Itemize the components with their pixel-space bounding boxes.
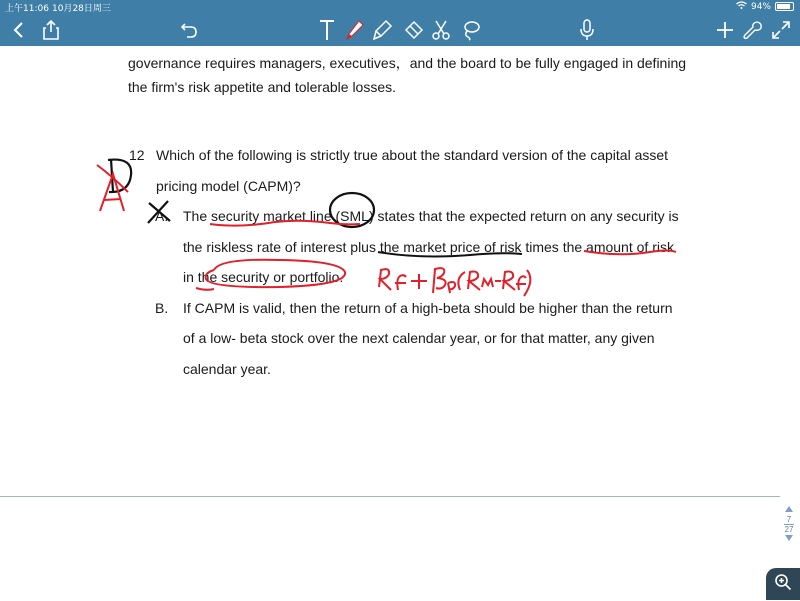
- eraser-icon[interactable]: [398, 14, 428, 46]
- status-time: 上午11:06: [5, 4, 49, 14]
- document-page[interactable]: [0, 46, 800, 496]
- pen-icon[interactable]: [340, 14, 370, 46]
- undo-icon[interactable]: [174, 14, 204, 46]
- page-up-icon[interactable]: [780, 505, 798, 515]
- page-down-icon[interactable]: [780, 534, 798, 544]
- option-a-label: A.: [155, 208, 169, 224]
- toolbar: [0, 14, 800, 46]
- page-indicator[interactable]: [780, 505, 798, 551]
- microphone-icon[interactable]: [572, 14, 602, 46]
- back-chevron-icon[interactable]: [4, 14, 34, 46]
- status-date: 10月28日周三: [52, 4, 111, 14]
- wifi-icon: [736, 1, 747, 12]
- option-b-line-1: If CAPM is valid, then the return of a high-beta should be higher than the return: [183, 300, 673, 316]
- wrench-icon[interactable]: [738, 14, 768, 46]
- text-tool-icon[interactable]: [312, 14, 342, 46]
- question-text-2: pricing model (CAPM)?: [156, 178, 301, 194]
- battery-percent: 94%: [750, 1, 771, 12]
- add-icon[interactable]: [710, 14, 740, 46]
- highlighter-icon[interactable]: [368, 14, 398, 46]
- total-pages: 27: [784, 525, 794, 534]
- text-line-2: the firm's risk appetite and tolerable losses.: [128, 79, 397, 95]
- option-a-line-3: in the security or portfolio.: [183, 269, 344, 285]
- option-b-label: B.: [155, 300, 169, 316]
- status-right: [736, 1, 794, 12]
- lasso-icon[interactable]: [456, 14, 486, 46]
- expand-icon[interactable]: [766, 14, 796, 46]
- option-a-line-1: The security market line (SML) states that the expected return on any security is: [183, 208, 679, 224]
- share-icon[interactable]: [36, 14, 66, 46]
- option-b-line-3: calendar year.: [183, 361, 271, 377]
- question-number: 12: [129, 147, 145, 163]
- zoom-button[interactable]: [766, 568, 800, 600]
- text-line-1: governance requires managers, executives，and the board to be fully engaged in defining: [128, 55, 687, 71]
- status-bar: [0, 0, 800, 14]
- option-b-line-2: of a low- beta stock over the next calendar year, or for that matter, any given: [183, 330, 655, 346]
- battery-icon: [775, 2, 794, 11]
- zoom-in-icon: [774, 573, 792, 596]
- current-page: 7: [786, 515, 792, 524]
- scissors-icon[interactable]: [426, 14, 456, 46]
- question-text-1: Which of the following is strictly true about the standard version of the capital asset: [156, 147, 669, 163]
- option-a-line-2: the riskless rate of interest plus the market price of risk times the amount of risk: [183, 239, 674, 255]
- next-page-area[interactable]: [0, 496, 780, 601]
